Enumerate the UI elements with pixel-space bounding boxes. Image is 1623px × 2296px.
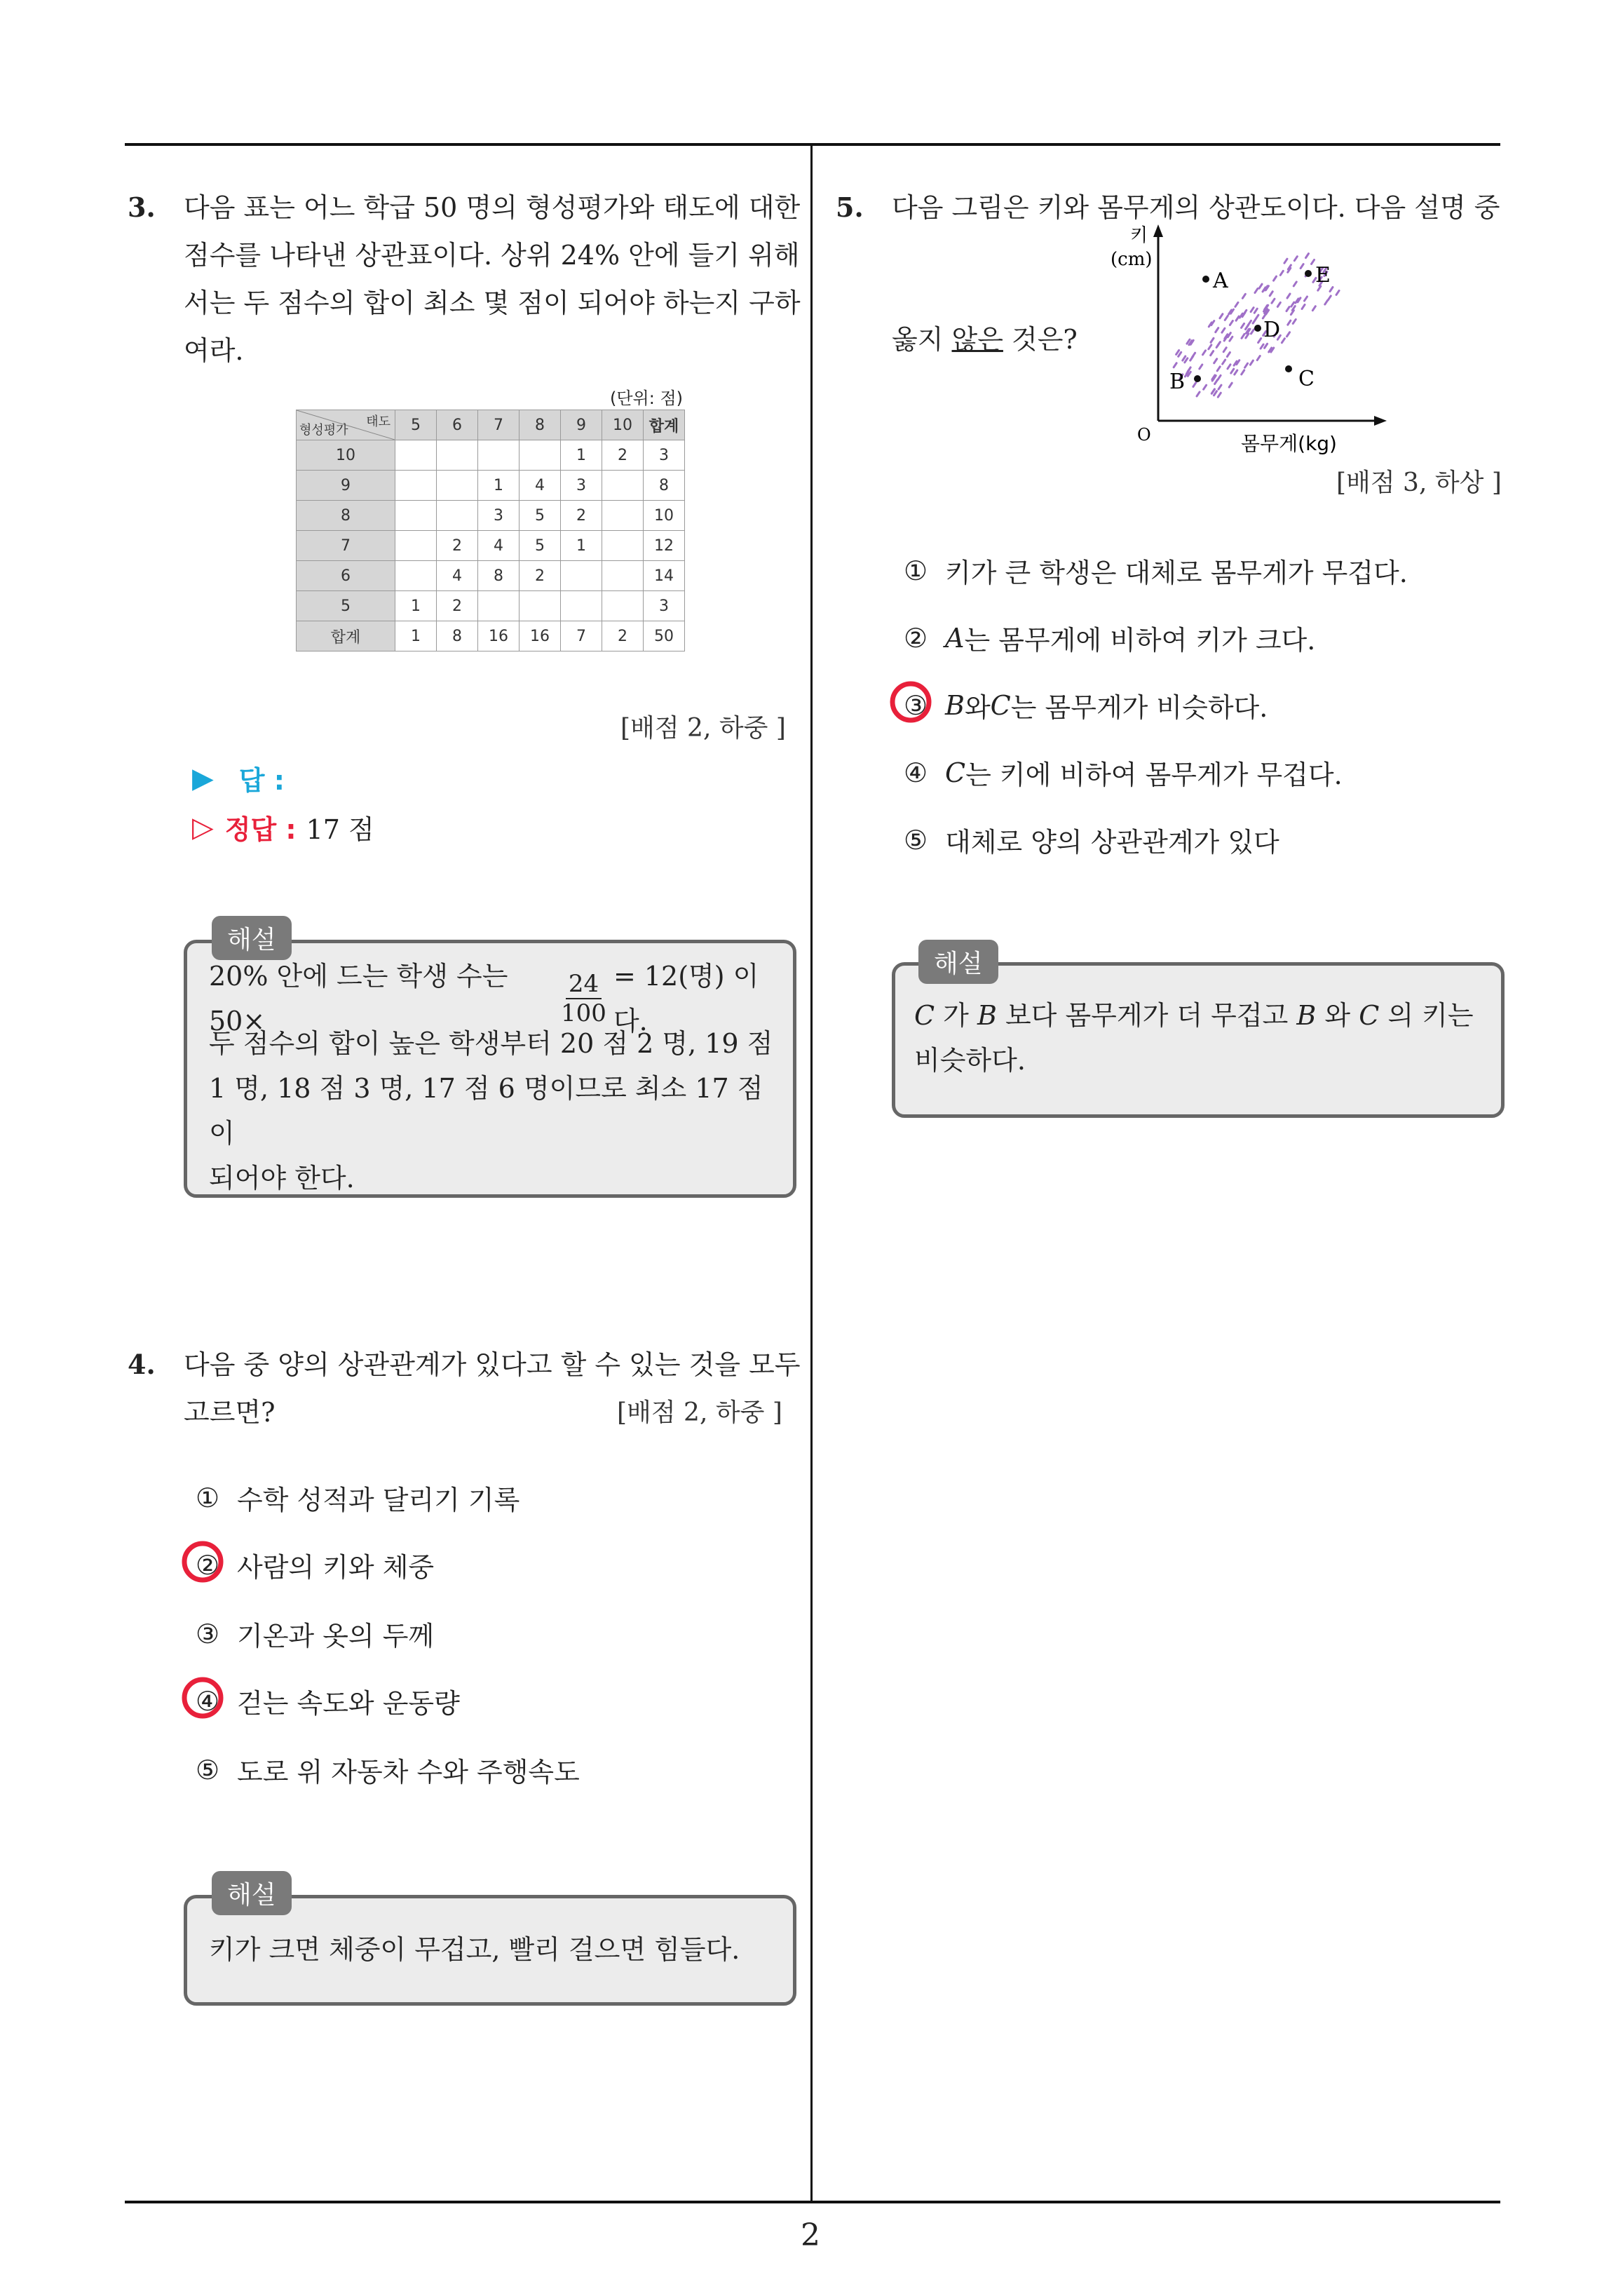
q5-score: [배점 3, 하상 ] — [1336, 468, 1502, 497]
scatter-dash — [1325, 300, 1328, 304]
q3-number: 3. — [128, 191, 156, 223]
scatter-dash — [1230, 320, 1232, 325]
point-b-label: B — [1169, 370, 1186, 394]
table-cell — [395, 471, 437, 501]
scatter-dash — [1242, 370, 1244, 374]
table-cell — [395, 501, 437, 531]
fraction — [561, 970, 606, 1027]
table-cell — [602, 501, 644, 531]
scatter-dash — [1228, 365, 1230, 369]
table-cell — [395, 561, 437, 591]
scatter-dash — [1193, 382, 1196, 386]
table-cell — [437, 471, 478, 501]
scatter-dash — [1288, 320, 1291, 325]
q3-text — [184, 184, 801, 374]
scatter-dash — [1193, 353, 1195, 357]
page-number: 2 — [801, 2217, 820, 2253]
scatter-dash — [1222, 328, 1225, 332]
scatter-dash — [1272, 299, 1275, 303]
correct-value: 17 점 — [306, 814, 374, 845]
col-header: 10 — [602, 410, 644, 440]
scatter-dash — [1211, 389, 1214, 393]
q3-explain-line1: 20% 안에 드는 학생 수는 50× $\frac{24}{100}$ = 12(명) 이다. — [209, 961, 759, 1036]
q5-choice-2[interactable]: ② A 는 몸무게에 비하여 키가 크다. — [903, 622, 1316, 656]
table-row-total — [297, 621, 685, 651]
q3-explain-body — [209, 961, 784, 1201]
point-e — [1305, 270, 1312, 277]
point-d-label: D — [1263, 318, 1281, 342]
table-cell: 1 — [561, 440, 602, 471]
corner-bottom-label: 형성평가 — [299, 423, 348, 438]
scatter-dash — [1305, 297, 1308, 301]
col-header: 8 — [520, 410, 561, 440]
scatter-dash — [1185, 358, 1188, 363]
scatter-dash — [1223, 348, 1226, 352]
table-cell: 16 — [478, 621, 520, 651]
q4-line1: 다음 중 양의 상관관계가 있다고 할 수 있는 것을 모두 — [184, 1349, 801, 1380]
table-cell: 8 — [478, 561, 520, 591]
scatter-dash — [1217, 367, 1220, 371]
col-header-total: 합계 — [644, 410, 685, 440]
q5-line1: 다음 그림은 키와 몸무게의 상관도이다. 다음 설명 중 — [892, 192, 1500, 223]
bottom-rule — [125, 2201, 1500, 2203]
point-b — [1194, 375, 1201, 382]
table-cell: 5 — [520, 531, 561, 561]
correct-label: 정답 : — [224, 814, 297, 845]
table-cell — [437, 440, 478, 471]
table-cell: 8 — [437, 621, 478, 651]
table-cell — [437, 501, 478, 531]
q5-explain-body — [914, 993, 1489, 1083]
row-label: 7 — [297, 531, 395, 561]
scatter-dash — [1305, 254, 1308, 258]
y-axis-arrow-icon — [1153, 224, 1163, 237]
scatter-dash — [1293, 282, 1296, 286]
q3-answer-line — [192, 759, 285, 797]
row-label: 6 — [297, 561, 395, 591]
row-total: 3 — [644, 591, 685, 621]
table-cell — [520, 440, 561, 471]
point-e-label: E — [1315, 263, 1331, 288]
q4-number: 4. — [128, 1349, 156, 1380]
table-cell: 2 — [602, 440, 644, 471]
q3-correct-line — [192, 808, 374, 846]
scatter-dash — [1209, 345, 1211, 349]
scatter-dash — [1284, 259, 1287, 263]
q5-explain-line1: C 가 B 보다 몸무게가 더 무겁고 B 와 C 의 키는 — [914, 1000, 1474, 1031]
col-header: 7 — [478, 410, 520, 440]
table-cell — [602, 561, 644, 591]
scatter-dash — [1277, 302, 1280, 306]
row-label: 8 — [297, 501, 395, 531]
table-row — [297, 501, 685, 531]
outline-play-icon: ▷ — [192, 811, 214, 844]
red-circle-mark-icon — [178, 1537, 227, 1586]
table-cell — [520, 591, 561, 621]
row-total: 50 — [644, 621, 685, 651]
table-row — [297, 561, 685, 591]
correlation-table — [296, 410, 685, 651]
scatter-dash — [1200, 365, 1202, 369]
scatter-dash — [1235, 370, 1237, 374]
table-row — [297, 440, 685, 471]
q4-line2: 고르면? — [184, 1397, 276, 1428]
q5-explain-tag: 해설 — [918, 940, 998, 984]
scatter-dash — [1330, 288, 1333, 292]
scatter-dash — [1223, 360, 1225, 364]
scatter-dash — [1255, 288, 1258, 292]
q5-choice-1[interactable]: ① 키가 큰 학생은 대체로 몸무게가 무겁다. — [903, 555, 1408, 588]
q3-score: [배점 2, 하중 ] — [620, 714, 786, 743]
row-total: 10 — [644, 501, 685, 531]
table-row — [297, 531, 685, 561]
table-cell — [395, 531, 437, 561]
q3-line2: 점수를 나타낸 상관표이다. 상위 24% 안에 들기 위해 — [184, 240, 800, 271]
scatter-dash — [1253, 319, 1256, 323]
point-c — [1285, 365, 1292, 372]
scatter-dash — [1265, 344, 1268, 348]
scatter-dash — [1261, 344, 1263, 349]
table-cell: 1 — [395, 591, 437, 621]
table-cell: 5 — [520, 501, 561, 531]
origin-label: O — [1137, 425, 1151, 445]
scatter-dash — [1214, 391, 1217, 396]
scatter-dash — [1242, 323, 1244, 327]
scatter-dash — [1292, 306, 1295, 310]
q3-line1: 다음 표는 어느 학급 50 명의 형성평가와 태도에 대한 — [184, 192, 801, 223]
answer-label: 답 : — [238, 765, 285, 796]
col-header: 5 — [395, 410, 437, 440]
row-total: 12 — [644, 531, 685, 561]
y-axis-unit: (cm) — [1111, 249, 1153, 270]
scatter-dash — [1293, 319, 1296, 323]
scatter-dash — [1328, 296, 1331, 300]
scatter-dash — [1215, 379, 1218, 384]
scatter-dash — [1183, 356, 1186, 360]
scatter-dash — [1302, 304, 1305, 309]
scatter-dash — [1203, 351, 1206, 355]
scatter-dash — [1257, 356, 1260, 360]
table-cell: 1 — [561, 531, 602, 561]
q4-choice-3[interactable]: ③ 기온과 옷의 두께 — [195, 1618, 435, 1652]
scatter-dash — [1286, 307, 1289, 311]
column-divider — [810, 143, 813, 2202]
table-corner — [297, 410, 395, 440]
scatter-dash — [1176, 350, 1179, 354]
table-cell: 4 — [437, 561, 478, 591]
scatter-dash — [1250, 360, 1253, 365]
top-rule — [125, 143, 1500, 146]
table-row — [297, 591, 685, 621]
row-total: 14 — [644, 561, 685, 591]
x-axis-label: 몸무게(kg) — [1241, 432, 1337, 455]
table-cell — [561, 591, 602, 621]
scatter-dash — [1217, 342, 1220, 346]
scatter-dash — [1227, 352, 1230, 356]
scatter-dash — [1245, 363, 1248, 367]
q4-choice-2[interactable]: ② 사람의 키와 체중 — [192, 1546, 434, 1584]
q4-choice-5[interactable]: ⑤ 도로 위 자동차 수와 주행속도 — [195, 1754, 580, 1788]
scatter-dash — [1312, 306, 1315, 311]
scatter-dash — [1294, 257, 1297, 261]
row-label: 합계 — [297, 621, 395, 651]
q4-explain-body: 키가 크면 체중이 무겁고, 빨리 걸으면 힘들다. — [209, 1934, 740, 1965]
q3-explain-tag: 해설 — [212, 916, 292, 960]
table-cell: 16 — [520, 621, 561, 651]
point-a-label: A — [1213, 269, 1228, 293]
q5-choice-3[interactable]: ③ B 와 C 는 몸무게가 비슷하다. — [900, 686, 1268, 724]
row-label: 9 — [297, 471, 395, 501]
q5-number: 5. — [836, 191, 864, 223]
scatter-dash — [1214, 359, 1217, 363]
table-cell: 2 — [520, 561, 561, 591]
table-cell — [602, 471, 644, 501]
y-axis-label: 키 — [1130, 225, 1148, 246]
q3-unit: (단위: 점) — [610, 389, 683, 408]
table-cell: 2 — [437, 531, 478, 561]
scatter-dash — [1312, 259, 1315, 264]
scatter-dash — [1235, 302, 1238, 306]
table-cell: 2 — [437, 591, 478, 621]
table-cell: 3 — [561, 471, 602, 501]
scatter-dash — [1259, 284, 1262, 288]
table-cell: 1 — [395, 621, 437, 651]
scatter-dash — [1251, 330, 1254, 334]
scatter-dash — [1236, 316, 1239, 320]
col-header: 9 — [561, 410, 602, 440]
scatter-dash — [1248, 320, 1251, 325]
q3-explain-line2: 두 점수의 합이 높은 학생부터 20 점 2 명, 19 점 — [209, 1028, 773, 1059]
play-icon: ▶ — [192, 762, 214, 795]
scatter-dash — [1291, 302, 1294, 306]
scatter-diagram — [1094, 217, 1388, 456]
fraction-denominator: 100 — [561, 999, 606, 1027]
scatter-dash — [1251, 308, 1254, 312]
table-cell — [395, 440, 437, 471]
q5-choice-5[interactable]: ⑤ 대체로 양의 상관관계가 있다 — [903, 824, 1279, 858]
point-d — [1254, 325, 1261, 332]
scatter-dash — [1287, 332, 1290, 337]
fraction-numerator: 24 — [566, 970, 602, 999]
q5-line2: 옳지 않은 것은? — [892, 324, 1078, 355]
point-a — [1202, 276, 1209, 283]
scatter-dash — [1179, 352, 1181, 356]
row-label: 10 — [297, 440, 395, 471]
scatter-dash — [1211, 351, 1214, 356]
table-cell: 1 — [478, 471, 520, 501]
scatter-dash — [1204, 385, 1207, 389]
table-row — [297, 471, 685, 501]
row-label: 5 — [297, 591, 395, 621]
table-cell — [602, 531, 644, 561]
scatter-dash — [1274, 276, 1277, 281]
corner-top-label: 태도 — [366, 414, 391, 429]
red-circle-mark-icon — [178, 1673, 227, 1722]
table-cell: 2 — [561, 501, 602, 531]
table-cell — [478, 591, 520, 621]
scatter-dash — [1246, 334, 1249, 338]
scatter-dash — [1270, 292, 1272, 296]
correlation-table-grid — [296, 410, 685, 651]
q4-choice-1[interactable]: ① 수학 성적과 달리기 기록 — [195, 1482, 520, 1515]
scatter-dash — [1225, 316, 1228, 320]
q5-explain-line2: 비슷하다. — [914, 1045, 1026, 1076]
q3-explain-line3: 1 명, 18 점 3 명, 17 점 6 명이므로 최소 17 점이 — [209, 1073, 763, 1149]
scatter-dash — [1218, 385, 1221, 389]
scatter-dash — [1280, 271, 1283, 275]
table-cell: 3 — [478, 501, 520, 531]
scatter-dash — [1242, 294, 1245, 298]
scatter-dash — [1218, 375, 1221, 379]
scatter-dash — [1230, 337, 1232, 341]
scatter-dash — [1258, 339, 1261, 343]
row-total: 3 — [644, 440, 685, 471]
scatter-dash — [1282, 339, 1284, 343]
scatter-dash — [1229, 383, 1232, 387]
scatter-dash — [1220, 314, 1223, 318]
q3-explain-line4: 되어야 한다. — [209, 1163, 355, 1194]
row-total: 8 — [644, 471, 685, 501]
red-circle-mark-icon — [886, 677, 935, 727]
scatter-dash — [1211, 338, 1214, 342]
q4-score: [배점 2, 하중 ] — [617, 1398, 782, 1427]
q3-line4: 여라. — [184, 335, 244, 366]
col-header: 6 — [437, 410, 478, 440]
table-cell — [478, 440, 520, 471]
point-c-label: C — [1298, 367, 1315, 391]
scatter-dash — [1231, 369, 1234, 373]
scatter-dash — [1254, 309, 1257, 313]
scatter-dash — [1216, 328, 1218, 332]
scatter-dash — [1174, 363, 1176, 367]
q4-explain-tag: 해설 — [212, 1871, 292, 1915]
x-axis-arrow-icon — [1374, 416, 1387, 426]
scatter-dash — [1301, 264, 1303, 269]
table-cell: 4 — [478, 531, 520, 561]
q5-choice-4[interactable]: ④ C 는 키에 비하여 몸무게가 무겁다. — [903, 757, 1343, 790]
scatter-dash — [1287, 294, 1290, 298]
table-cell — [561, 561, 602, 591]
table-cell: 2 — [602, 621, 644, 651]
q3-line3: 서는 두 점수의 합이 최소 몇 점이 되어야 하는지 구하 — [184, 288, 801, 318]
scatter-dash — [1242, 334, 1244, 338]
q4-choice-4[interactable]: ④ 걷는 속도와 운동량 — [192, 1682, 460, 1720]
table-cell: 4 — [520, 471, 561, 501]
scatter-dash — [1218, 393, 1221, 397]
scatter-dash — [1197, 392, 1200, 396]
scatter-dash — [1336, 290, 1339, 295]
table-cell: 7 — [561, 621, 602, 651]
table-cell — [602, 591, 644, 621]
